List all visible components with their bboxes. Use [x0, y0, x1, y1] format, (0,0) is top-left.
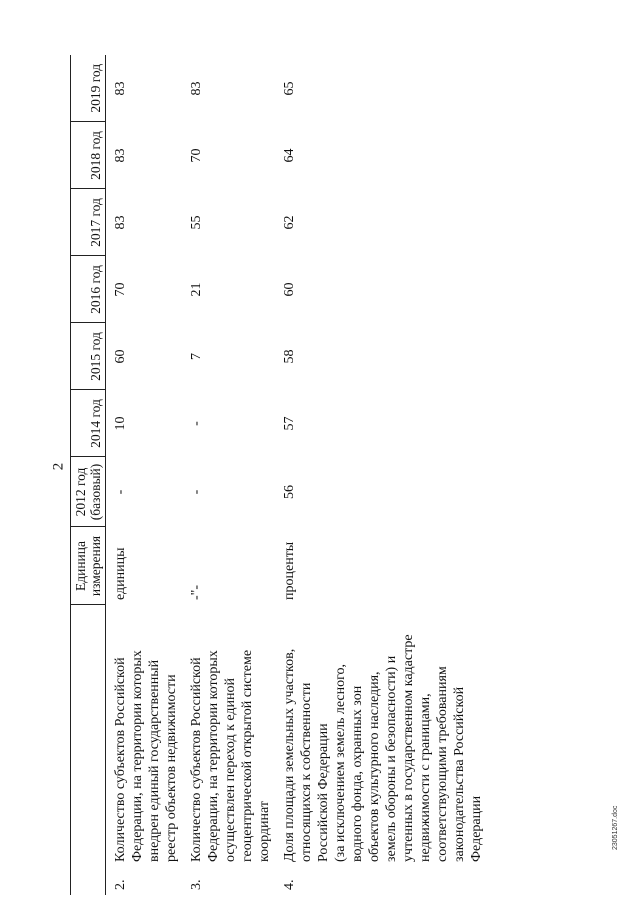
header-2016: 2016 год	[71, 256, 106, 323]
table-row	[106, 55, 183, 895]
header-2015: 2015 год	[71, 323, 106, 390]
row-unit: единицы	[113, 547, 128, 600]
row-text: Количество субъектов Российской Федерации, на территории которых осуществлен переход к единой геоцентрической открытой системе координат	[189, 649, 272, 862]
cell-2012: 56	[282, 485, 297, 499]
cell-2016: 70	[113, 282, 128, 297]
cell-2014: -	[189, 421, 204, 426]
header-2014: 2014 год	[71, 390, 106, 457]
cell-2019: 83	[189, 81, 204, 96]
cell-2012: -	[113, 489, 128, 495]
rotated-table-container	[70, 55, 615, 895]
cell-2014: 10	[113, 416, 128, 431]
header-2017: 2017 год	[71, 189, 106, 256]
header-2012: 2012 год (базовый)	[71, 457, 106, 527]
row-number: 3.	[189, 879, 204, 890]
header-2019: 2019 год	[71, 55, 106, 122]
page-number: 2	[50, 462, 67, 471]
row-description	[106, 605, 183, 895]
cell-2017: 83	[113, 215, 128, 230]
cell-2017: 62	[282, 215, 297, 230]
cell-2019: 83	[113, 81, 128, 96]
document-footer-code	[612, 805, 640, 857]
row-text: Количество субъектов Российской Федерации, на территории которых внедрен единый государственный реестр объектов недвижимости	[113, 650, 179, 862]
cell-2018: 64	[282, 148, 297, 163]
cell-2016: 60	[282, 282, 297, 297]
row-number: 4.	[282, 879, 297, 890]
cell-2015: 7	[189, 353, 204, 360]
header-unit: Единица измерения	[71, 527, 106, 605]
row-description	[182, 605, 275, 895]
row-number: 2.	[113, 879, 128, 890]
cell-2016: 21	[189, 282, 204, 297]
cell-2015: 58	[282, 349, 297, 364]
cell-2015: 60	[113, 349, 128, 364]
indicators-table	[70, 55, 487, 895]
header-description	[71, 605, 106, 895]
row-text: Доля площади земельных участков, относящихся к собственности Российской Федерации (за исключением земель лесного, водного фонда, охранных зон объектов культурного наследия, земель обороны и безопасности) и учтенных в государственном кадастре недвижимости с границами, соответствующими требованиям законодательства Российской Федерации	[282, 634, 484, 862]
cell-2014: 57	[282, 416, 297, 431]
table-header-row	[71, 55, 106, 895]
cell-2019: 65	[282, 81, 297, 96]
row-unit: -"-	[189, 584, 204, 600]
table-row	[275, 55, 487, 895]
row-description	[275, 605, 487, 895]
cell-2018: 83	[113, 148, 128, 163]
cell-2017: 55	[189, 215, 204, 230]
table-row	[182, 55, 275, 895]
cell-2012: -	[189, 489, 204, 495]
cell-2018: 70	[189, 148, 204, 163]
footer-text: 23051267.doc	[612, 805, 619, 850]
header-2018: 2018 год	[71, 122, 106, 189]
row-unit: проценты	[282, 541, 297, 600]
